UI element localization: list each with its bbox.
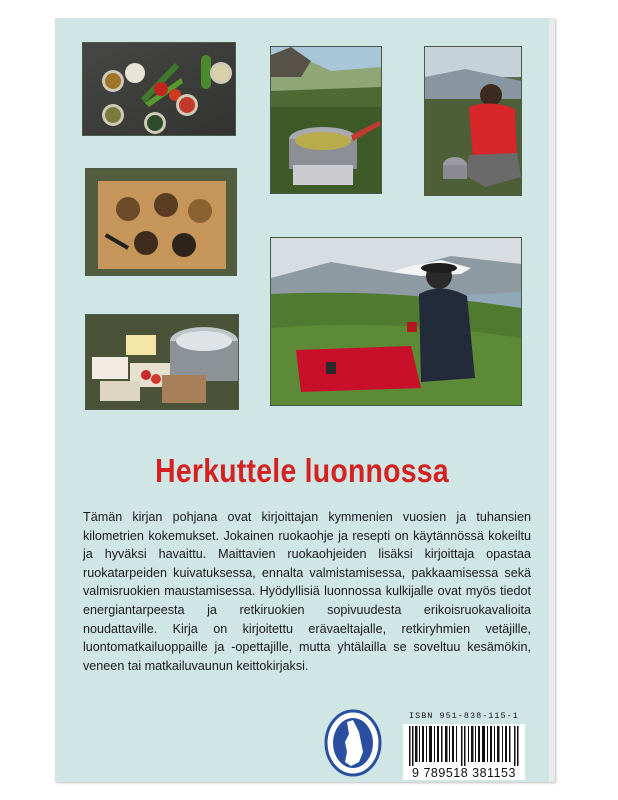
camp-stove-photo [270,46,382,194]
barcode-number: 9 789518 381153 [403,766,525,780]
publisher-logo-icon [323,708,383,778]
isbn-label: ISBN 951-838-115-1 [409,711,519,721]
packed-food-photo [85,314,239,410]
hiker-photo [424,46,522,196]
mushrooms-photo [85,168,237,276]
book-description: Tämän kirjan pohjana ovat kirjoittajan kymmenien vuosien ja tuhansien kilometrien kokemukset. Jokainen ruokaohje ja resepti on käytännössä kokeiltu ja hyväksi havaittu. Maittavien ruokaohjeiden lisäksi kirjoittaja opastaa ruokatarpeiden kuivatuksessa, ennalta valmistamisessa, pakkaamisessa sekä valmisruokien maustamisessa. Hyödyllisiä luonnossa kulkijalle ovat myös tiedot energiantarpeesta ja retkiruokien sopivuudesta erikoisruokavalioita noudattaville. Kirja on kirjoitettu erävaeltajalle, retkiryhmien vetäjille, luontomatkailuoppaille ja -opettajille, mutta yhtälailla se soveltuu kesämökin, veneen tai matkailuvaunun keittokirjaksi. [83,510,531,673]
vegetables-photo [82,42,236,136]
barcode-icon [403,724,525,766]
mountain-picnic-photo [270,237,522,406]
book-back-cover [55,18,555,782]
book-title: Herkuttele luonnossa [155,452,449,489]
